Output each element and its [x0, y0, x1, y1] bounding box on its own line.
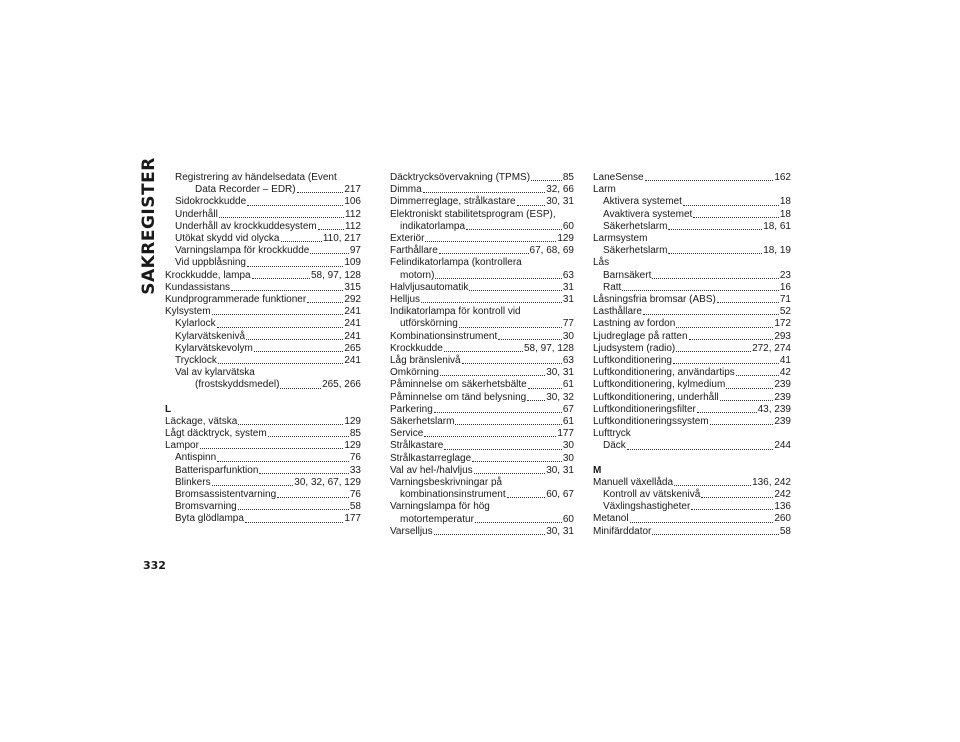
index-heading: Lufttryck: [593, 428, 631, 440]
index-entry: Däcktrycksövervakning (TPMS) 85: [390, 172, 574, 183]
index-entry: Lastning av fordon 172: [593, 318, 791, 330]
index-entry: Batterisparfunktion 33: [175, 464, 361, 476]
index-entry: Kylarlock 241: [175, 318, 361, 330]
index-entry: Luftkonditionering, underhåll 239: [593, 391, 791, 403]
index-entry: Ljudsystem (radio) 272, 274: [593, 342, 791, 354]
index-entry: Kontroll av vätskenivå 242: [603, 489, 791, 501]
page-ref: 217: [344, 184, 361, 196]
index-heading: Lås: [593, 257, 610, 269]
index-letter-heading: L: [165, 403, 172, 415]
index-column-1: [165, 172, 361, 526]
index-entry: Däck 244: [603, 440, 791, 452]
index-entry: Val av hel-/halvljus 30, 31: [390, 464, 574, 476]
index-entry: Avaktivera systemet 18: [603, 208, 791, 220]
index-column-2: [390, 172, 574, 538]
index-heading: Larm: [593, 184, 616, 196]
index-entry: LaneSense 162: [593, 172, 791, 183]
index-entry: Metanol 260: [593, 513, 791, 525]
index-entry: Strålkastare 30: [390, 440, 574, 452]
index-entry: Luftkonditioneringssystem 239: [593, 416, 791, 428]
index-entry: Underhåll 112: [175, 208, 361, 220]
index-entry: Varningsbeskrivningar på kombinationsinstrument 60, 67: [390, 477, 574, 501]
index-entry: Varselljus 30, 31: [390, 525, 574, 537]
index-entry: Underhåll av krockkuddesystem 112: [175, 220, 361, 232]
index-entry: Luftkonditionering 41: [593, 355, 791, 367]
index-entry: Minifärddator 58: [593, 525, 791, 537]
index-entry: Kylsystem 241: [165, 306, 361, 318]
index-entry: Krockkudde 58, 97, 128: [390, 342, 574, 354]
index-entry: Kylarvätskenivå 241: [175, 330, 361, 342]
index-entry: Kombinationsinstrument 30: [390, 330, 574, 342]
index-entry: Vid uppblåsning 109: [175, 257, 361, 269]
index-entry: Påminnelse om säkerhetsbälte 61: [390, 379, 574, 391]
index-entry: Bromsvarning 58: [175, 501, 361, 513]
index-entry: Val av kylarvätska (frostskyddsmedel) 265, 266: [175, 367, 361, 391]
index-entry: Service 177: [390, 428, 574, 440]
index-entry: Blinkers 30, 32, 67, 129: [175, 476, 361, 488]
index-column-3: [593, 172, 791, 538]
index-entry: Parkering 67: [390, 403, 574, 415]
index-entry: Ratt 16: [603, 281, 791, 293]
index-entry: Farthållare 67, 68, 69: [390, 245, 574, 257]
index-entry: Registrering av händelsedata (Event Data Recorder – EDR) 217: [175, 172, 361, 196]
index-heading: Larmsystem: [593, 233, 648, 245]
index-entry: Kundprogrammerade funktioner 292: [165, 294, 361, 306]
index-entry: Strålkastarreglage 30: [390, 452, 574, 464]
index-entry: Aktivera systemet 18: [603, 196, 791, 208]
index-entry: Halvljusautomatik 31: [390, 281, 574, 293]
index-entry: Kundassistans 315: [165, 281, 361, 293]
index-entry: Säkerhetslarm 61: [390, 416, 574, 428]
index-entry: Lågt däcktryck, system 85: [165, 428, 361, 440]
index-entry: Bromsassistentvarning 76: [175, 489, 361, 501]
index-entry: Luftkonditionering, användartips 42: [593, 367, 791, 379]
index-entry: Säkerhetslarm 18, 19: [603, 245, 791, 257]
index-entry: Kylarvätskevolym 265: [175, 342, 361, 354]
index-entry: Varningslampa för krockkudde 97: [175, 245, 361, 257]
index-entry: Luftkonditioneringsfilter 43, 239: [593, 403, 791, 415]
index-entry: Utökat skydd vid olycka 110, 217: [175, 233, 361, 245]
index-entry: Felindikatorlampa (kontrollera motorn) 63: [390, 257, 574, 281]
index-entry: Läckage, vätska 129: [165, 415, 361, 427]
index-entry: Manuell växellåda 136, 242: [593, 476, 791, 488]
index-entry: Sidokrockkudde 106: [175, 196, 361, 208]
index-letter-heading: M: [593, 464, 602, 476]
index-entry: Låsningsfria bromsar (ABS) 71: [593, 294, 791, 306]
index-entry: Varningslampa för hög motortemperatur 60: [390, 501, 574, 525]
index-entry: Barnsäkert 23: [603, 269, 791, 281]
index-entry: Växlingshastigheter 136: [603, 501, 791, 513]
index-entry: Lampor 129: [165, 440, 361, 452]
index-entry: Krockkudde, lampa 58, 97, 128: [165, 269, 361, 281]
section-side-tab: [138, 157, 160, 295]
index-entry: Påminnelse om tänd belysning 30, 32: [390, 391, 574, 403]
index-entry: Säkerhetslarm 18, 61: [603, 220, 791, 232]
index-entry: Omkörning 30, 31: [390, 367, 574, 379]
index-entry: Trycklock 241: [175, 355, 361, 367]
index-entry: Indikatorlampa för kontroll vid utförskörning 77: [390, 306, 574, 330]
index-entry: Exteriör 129: [390, 233, 574, 245]
index-entry: Helljus 31: [390, 294, 574, 306]
index-entry: Dimmerreglage, strålkastare 30, 31: [390, 196, 574, 208]
index-entry: Byta glödlampa 177: [175, 513, 361, 525]
index-entry: Lasthållare 52: [593, 306, 791, 318]
index-entry: Antispinn 76: [175, 452, 361, 464]
index-entry: Ljudreglage på ratten 293: [593, 330, 791, 342]
section-title: SAKREGISTER: [139, 157, 160, 295]
index-entry: Elektroniskt stabilitetsprogram (ESP), indikatorlampa 60: [390, 208, 574, 232]
index-entry: Dimma 32, 66: [390, 184, 574, 196]
page-number: 332: [143, 559, 166, 572]
index-entry: Låg bränslenivå 63: [390, 355, 574, 367]
index-entry: Luftkonditionering, kylmedium 239: [593, 379, 791, 391]
